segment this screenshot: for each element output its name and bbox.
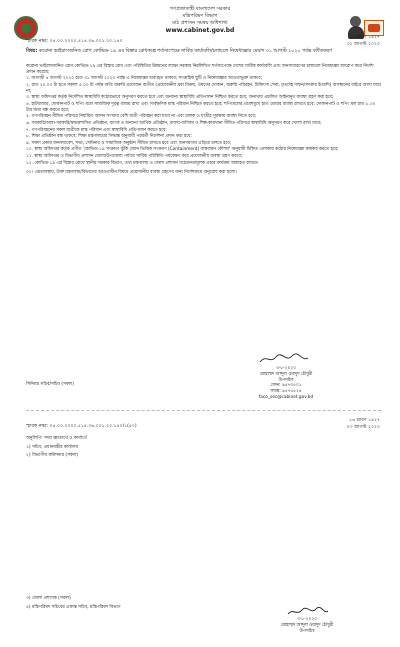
signer-title: উপসচিব <box>299 628 315 634</box>
closing-paragraph: ০২। এমতাবস্থায়, উক্ত মন্ত্রণালয়/বিভাগের আওতাধীন বিষয়ে প্রয়োজনীয় ব্যবস্থা গ্রহণের জন্য নির্দেশক্রমে অনুরোধ করা হলো। <box>26 170 237 176</box>
memo2-reference-number: স্মারক নম্বর: ০৪.০০.০০০০.৫১৪.৩৬.০০১.২০.১৪০/১(৫০) <box>26 424 137 429</box>
copy-to-item: ৩) জেলা প্রশাসক (সকল) <box>26 596 71 601</box>
subject-text: করোনা ভাইরাসজনিত রোগ কোভিড-১৯ এর বিস্তার রোধকল্পে শর্তসাপেক্ষে সার্বিক কার্যাবলি/চলাচলে নিষেধাজ্ঞার মেয়াদ ৩১ আগস্ট ২০২০ পর্যন্ত বর্ধিতকরণ <box>38 49 333 54</box>
signer-fax: ফ্যাক্স: ৯৫৭৫৫২৪ <box>270 389 302 395</box>
signer-email-link[interactable]: faco_sec@cabinet.gov.bd <box>258 394 314 400</box>
subject-label: বিষয়: <box>26 49 38 54</box>
copy-to-item: ২) বিভাগীয় কমিশনার (সকল) <box>26 453 79 458</box>
body-paragraph: ৮. শিক্ষা প্রতিষ্ঠান বন্ধ থাকবে; শিক্ষা মন্ত্রণালয়ের সিদ্ধান্ত অনুযায়ী পরবর্তী নির্দেশনা প্রদান করা হবে; <box>26 134 192 140</box>
signer-phone: ফোন: ৯৫৭৩৫০১ <box>270 383 302 389</box>
memo-subject <box>26 49 381 55</box>
body-paragraph: ১১. স্বাস্থ্য অধিদপ্তর ও বিভাগীয় প্রশাসন জেলা/উপজেলা পর্যায়ে সার্বিক পরিস্থিতি পর্যবেক্ষণ করে প্রয়োজনীয় ব্যবস্থা গ্রহণ করবে; <box>26 153 243 159</box>
body-paragraph: ৪. হাটবাজার, দোকানপাট ও শপিং মলে সামাজিক দূরত্ব বজায় রাখা এবং সার্বক্ষণিক মাস্ক পরিধান নিশ্চিত করতে হবে; শপিংমলের প্রবেশমুখে হাত ধোয়ার ব্যবস্থা রাখতে হবে; দোকানপাট ও শপিং মল রাত ৮.০০ টার মধ্যে বন্ধ করতে হবে; <box>26 101 376 113</box>
copy-to-label: অনুলিপি: সদয় জ্ঞাতার্থে ও কার্যার্থে <box>26 436 87 441</box>
header-branch: মাঠ প্রশাসন সমন্বয় অধিশাখা <box>172 20 228 26</box>
body-paragraph: ১. আগামী ৪ আগস্ট ২০২০ হতে ৩১ আগস্ট ২০২০ পর্যন্ত এ নিষেধাজ্ঞা অব্যাহত থাকবে; সাপ্তাহিক ছুটি ও নিষেধাজ্ঞার আওতাভুক্ত থাকবে; <box>26 76 262 82</box>
body-paragraph: ৫. গণপরিবহন সীমিত পরিসরে নির্ধারিত আসন সংখ্যার বেশি যাত্রী পরিবহন করা যাবে না এবং চালক ও যাত্রীর সুরক্ষায় ব্যবস্থা নিতে হবে; <box>26 114 257 120</box>
memo-date-english: ৩১ আগস্ট ২০২০ <box>346 42 380 47</box>
body-paragraph: ৯. সকল প্রকার জনসমাবেশ, সভা, সেমিনার ও সামাজিক অনুষ্ঠান সীমিত রাখতে হবে এবং জনসমাগম এড়িয়ে চলতে হবে; <box>26 140 232 146</box>
body-paragraph: ২. রাত ১০.০০ টা হতে সকাল ৫.০০ টা পর্যন্ত অতি জরুরি প্রয়োজন ব্যতীত (প্রয়োজনীয় দ্রব্য বিক্রয়, ঔষধের দোকান, জরুরি পরিবহন, চিকিৎসা সেবা, মৃতদেহ দাফন/সৎকার ইত্যাদি) বাসস্থানের বাইরে আসা যাবে না; <box>26 82 381 94</box>
signer-name: মোহাম্মদ আব্দুল ওয়াদুদ চৌধুরী <box>259 371 313 377</box>
memo2-date-english: ০৩ আগস্ট ২০২০ <box>346 425 380 430</box>
signature-scribble-icon <box>258 352 310 366</box>
recipient-label: সিনিয়র সচিব/সচিব (সকল) <box>26 382 74 387</box>
section-divider <box>26 410 381 411</box>
memo-body <box>26 64 381 177</box>
copy-to-item: ৪) মন্ত্রিপরিষদ সচিবের একান্ত সচিব, মন্ত্রিপরিষদ বিভাগ <box>26 605 121 610</box>
body-paragraph: ৭. গণপরিবহনের সকল যাত্রীকে মাস্ক পরিধান এবং স্বাস্থ্যবিধি প্রতিপালন করতে হবে; <box>26 127 167 133</box>
header-division: মন্ত্রিপরিষদ বিভাগ <box>182 13 218 19</box>
memo-reference-number: স্মারক নম্বর: ০৪.০০.০০০০.৫১৪.৩৬.০০১.২০.১৪০ <box>26 39 123 44</box>
signer-title: উপসচিব <box>278 377 294 383</box>
signer-name: মোহাম্মদ আব্দুল ওয়াদুদ চৌধুরী <box>280 622 334 628</box>
memo-date-bangla: ১৬ শ্রাবণ ১৪২৭ <box>349 35 380 40</box>
header-website-link[interactable]: www.cabinet.gov.bd <box>165 27 235 34</box>
header-government: গণপ্রজাতন্ত্রী বাংলাদেশ সরকার <box>169 6 231 12</box>
body-paragraph: ৬. সরকারি/আধা-সরকারি/স্বায়ত্তশাসিত প্রতিষ্ঠান, ব্যাংক ও অন্যান্য আর্থিক প্রতিষ্ঠান, ব্যবসা-বাণিজ্য ও শিল্প-কারখানা সীমিত পরিসরে স্বাস্থ্যবিধি অনুসরণ করে খোলা রাখা যাবে; <box>26 120 322 126</box>
body-paragraph: ৩. স্বাস্থ্য অধিদপ্তর কর্তৃক নির্দেশিত স্বাস্থ্যবিধি কঠোরভাবে অনুসরণ করতে হবে এবং অন্যান্য স্বাস্থ্যবিধি প্রতিপালন নিশ্চিত করতে হবে; অন্যথায় প্রচলিত আইনানুগ ব্যবস্থা গ্রহণ করা হবে; <box>26 95 334 101</box>
signature-block <box>231 366 341 401</box>
body-paragraph: করোনা ভাইরাসজনিত রোগ কোভিড-১৯ এর বিস্তার রোধ এবং পরিস্থিতির উন্নয়নের লক্ষ্যে সরকার নিম্নলিখিত শর্তসাপেক্ষে দেশের সার্বিক কার্যাবলি এবং জনসাধারণের চলাচলে নিষেধাজ্ঞা আরোপ করে নির্দেশ প্রদান করেছে: <box>26 64 374 75</box>
body-paragraph: ১২. কোভিড-১৯ এর বিস্তার রোধে স্থানীয় সরকার বিভাগ, তথ্য মন্ত্রণালয় ও জেলা প্রশাসন সচেতনতামূলক প্রচার কার্যক্রম অব্যাহত রাখবে। <box>26 160 259 166</box>
copy-to-item: ১) সচিব, প্রধানমন্ত্রীর কার্যালয় <box>26 445 78 450</box>
signature-date: ৩-৮-২০২০ <box>276 366 296 371</box>
signature-date: ৩-৮-২০২০ <box>297 617 317 622</box>
memo2-date-bangla: ১৬ শ্রাবণ ১৪২৭ <box>349 418 380 423</box>
signature-block-2 <box>252 617 362 634</box>
body-paragraph: ১০. স্বাস্থ্য অধিদপ্তর কর্তৃক প্রণীত 'কোভিড-১৯ সংক্রমণ ঝুঁকি জোন ভিত্তিক সংক্রমণ (Containment) বাস্তবায়ন কৌশল' অনুযায়ী চিহ্নিত এলাকায় কঠোর নিষেধাজ্ঞা কার্যকর করতে হবে; <box>26 147 339 153</box>
